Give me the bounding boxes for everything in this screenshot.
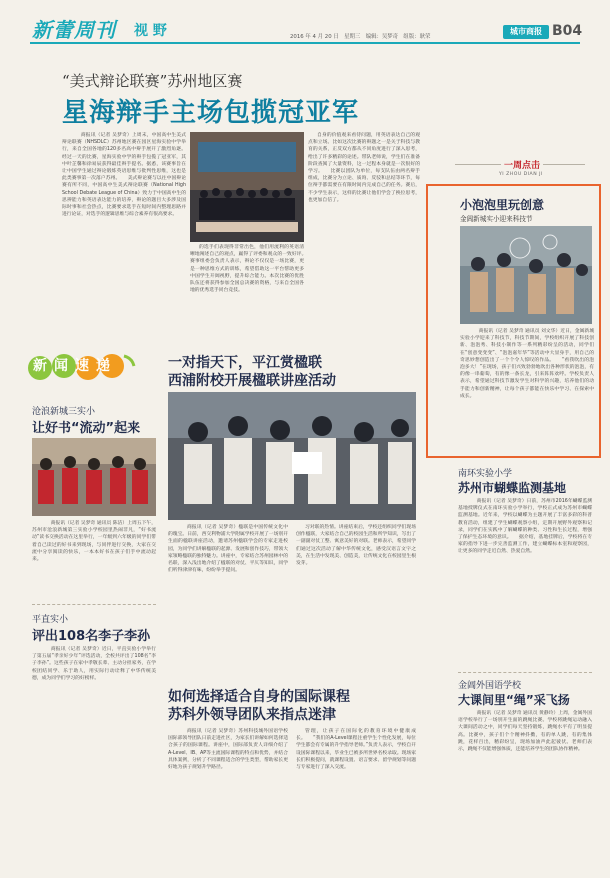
page-header [0,0,610,46]
side-header-subtitle: YI ZHOU DIAN JI [499,172,543,177]
couplet-lecture-photo [168,392,416,520]
side-header-title: 一周点击 [501,158,543,171]
highlight-body: 商报讯（记者 吴梦奇 通讯员 刘文华）近日，金阊新城实验小学迎来了科技节，科技节期间，学校组织开展了科技创新、泡泡秀、科技小制作等一系列精彩纷呈的活动，同学们在“创意变变变”、“泡泡嘉年华”等活动中大显身手，用自己的奇思妙想创造出了一个个令人惊叹的作品。 “看我吹出的泡泡多大！”在现场，孩子们兴致勃勃地吹出各种形状的泡泡，有的像一串葡萄，有的像一条长龙，引来阵阵欢呼。学校负责人表示，希望通过科技节激发学生对科学的兴趣，培养他们的动手能力和创新精神，让每个孩子都能在快乐中学习、在探索中成长。 [460,329,594,399]
highlight-box [426,184,601,458]
paper-badge [503,25,549,39]
left-story1-title1: 沧浪新城三实小 [32,407,96,417]
page-number: B04 [552,23,583,39]
mid-story1-title2: 西浦附校开展楹联讲座活动 [168,373,336,389]
mid-story1-col2: 习对联的热情。讲座结束后，学校还组织同学们现场创作楹联，大家结合自己的校园生活和所学知识，写出了一副副对仗工整、寓意美好的对联。老师表示，希望同学们通过这次活动了解中华传统文化，感受汉语言文字之美，在生活中发现美、创造美，让传统文化在校园里生根发芽。 [296,525,416,567]
mid-story2-col1: 商报讯（记者 吴梦奇）苏州科技城外国语学校国际部领导团队日前走进社区，为家长们讲解如何选择适合孩子的国际课程。讲座中，国际部负责人详细介绍了A-Level、IB、AP等主流国际课程的特点和优势，并结合具体案例，分析了不同课程适合的学生类型，帮助家长更好地为孩子规划升学路径。 [168,729,288,771]
mid-story2-col2: 管理，让孩子在国际化的教育环境中健康成长。 “我们的A-Level课程注重学生个性化发展，每位学生都会有专属的升学指导老师。”负责人表示，学校自开设国际课程以来，毕业生已被多所世界名校录取。现场家长们积极提问，就课程设置、语言要求、留学规划等问题与专家进行了深入交流。 [296,729,417,771]
right-story1-title2: 苏州市蝴蝶监测基地 [458,481,567,495]
mid-story2-title2: 苏科外领导团队来指点迷津 [168,707,336,723]
mid-story2-title1: 如何选择适合自身的国际课程 [168,689,350,705]
brand-name: 新蕾周刊 [32,18,116,42]
paper-name: 城市商报 [510,27,542,36]
lead-column-3: 自身的价值观来看待问题，用英语表达自己的观点和立场。比如这次比赛的辩题之一是关于科技与教育的关系，正反双方都从不同角度进行了深入思考，给出了许多精彩的论述。带队老师说，学生们在准备阶段查阅了大量资料，这一过程本身就是一次很好的学习。 比赛以团队为单位，每支队伍由两名辩手组成，比赛分为立论、质询、反驳和总结等环节，每位辩手都需要在有限时间内完成自己的任务。赛后，不少学生表示，这样的比赛让他们学会了换位思考，也更加自信了。 [308,133,420,203]
header-rule [30,42,580,44]
news-label-text: 新闻速递 [33,358,117,374]
right-story1-body: 商报讯（记者 吴梦奇）日前，苏州市2016年蝴蝶监测基地授牌仪式在南环实验小学举行，学校正式成为苏州市蝴蝶监测基地。近年来，学校以蝴蝶为主题开展了丰富多彩的科普教育活动，组建了学生蝴蝶观察小组，定期开展野外观察和记录，同学们在实践中了解蝴蝶的种类、习性和生长过程，增强了保护生态环境的意识。 据介绍，基地挂牌后，学校将在专家的指导下进一步完善监测工作，建立蝴蝶标本室和观察园，让更多的同学走近自然、热爱自然。 [458,499,592,555]
bubble-activity-photo [460,226,592,324]
mid-story1-title1: 一对指天下，平江赏楹联 [168,355,322,371]
left-story2-title2: 评出108名李子李孙 [32,629,151,644]
left-story1-photo [32,438,156,516]
debate-group-photo [190,132,304,242]
lead-column-2: 的选手们表现得非常出色，他们用流利的英语清晰地阐述自己的观点，赢得了评委和观众的一致好评。 赛事组委会负责人表示，辩论不仅仅是一场比赛，更是一种思维方式的训练，希望借助这一平台帮助更多中国学生开阔视野，提升综合能力。本次比赛的优胜队伍还将获得参加全国总决赛的资格，与来自全国各地的优秀选手同台竞技。 [190,245,314,294]
section-name: 视 野 [134,23,167,39]
right-story2-body: 商报讯（记者 吴梦奇 通讯员 黄静玲）上周，金阊外国语学校举行了一场别开生面的跳绳比赛。学校将跳绳运动融入大课间活动之中，同学们每天坚持锻炼，跳绳水平有了明显提高。比赛中，孩子们个个精神抖擞，有的单人跳，有的集体跳，花样百出，精彩纷呈，现场加油声此起彼伏。老师们表示，跳绳不仅能增强体质，还能培养学生的团队协作精神。 [458,711,592,753]
left-divider [32,604,156,605]
lead-photo [190,132,304,242]
mid-story1-col1: 商报讯（记者 吴梦奇）楹联是中国传统文化中的瑰宝。日前，西交利物浦大学附属学校开展了一场别开生面的楹联讲座活动，邀请苏州楹联学会的专家走进校园，为同学们讲解楹联的起源、发展和创作技巧，带领大家领略楹联的独特魅力。讲座中，专家结合苏州园林中的名联，深入浅出地介绍了楹联的对仗、平仄等知识，同学们听得津津有味，纷纷举手提问。 [168,525,288,574]
lead-headline: 星海辩手主场包揽冠亚军 [62,98,360,128]
highlight-title: 小泡泡里玩创意 [460,198,545,212]
right-divider [458,672,592,673]
mid-story1-photo [168,392,416,520]
right-story2-title2: 大课间里“绳”采飞扬 [458,693,570,707]
right-story2-title1: 金阊外国语学校 [458,681,522,691]
news-label [28,344,138,390]
left-story2-body: 商报讯（记者 吴梦奇）近日，平直实验小学举行了第五届“孝亲好少年”评选活动，全校共评出了108名“李子李孙”。这些孩子在家中孝敬长辈、主动分担家务，在学校团结同学、乐于助人，用实际行动诠释了中华传统美德，成为同学们学习的好榜样。 [32,647,156,681]
left-story1-body: 商报讯（记者 吴梦奇 通讯员 陈洁）上周五下午，苏州市沧浪新城第三实验小学校园里热闹非凡，“好书流动”读书交换活动在这里举行，一年级到六年级的同学们带着自己读过的好书来到现场，与同伴进行交换，大家在交流中分享阅读的快乐，一本本好书在孩子们手中流动起来。 [32,521,156,563]
highlight-photo [460,226,592,324]
issue-meta: 2016 年 4 月 20 日 星期三 编辑：吴梦奇 组版：耿荣 [290,34,431,40]
lead-column-1: 商报讯（记者 吴梦奇）上周末，中国高中生美式辩论联赛（NHSDLC）苏州地区赛在园区星海实验中学举行，来自全国各地的120多名高中辩手展开了激烈角逐。经过一天的比赛，星海实验中学的辩手包揽了冠亚军，其中叶芷馨和徐易辰获得最佳辩手提名。据悉，该赛事旨在让中国学生通过辩论锻炼英语思维与批判性思维，这也是此类赛事第一次落户苏州。 美式辩论赛与以往中国辩论赛有所不同，中国高中生美式辩论联赛（National High School Debate League of China）致力于中国高中生的思辨能力和英语表达能力的培养，辩论的题目大多涉及国际时事和社会热点，比赛要求选手在短时间内整理思路并进行论证，对选手的逻辑思维与综合素养有很高要求。 [62,133,186,218]
side-header [455,156,585,182]
highlight-subtitle: 金阊新城实小迎来科技节 [460,215,533,223]
right-story1-title1: 南环实验小学 [458,469,513,479]
book-exchange-photo [32,438,156,516]
left-story1-title2: 让好书“流动”起来 [32,421,141,436]
left-story2-title1: 平直实小 [32,615,69,625]
lead-kicker: “美式辩论联赛”苏州地区赛 [62,72,243,90]
